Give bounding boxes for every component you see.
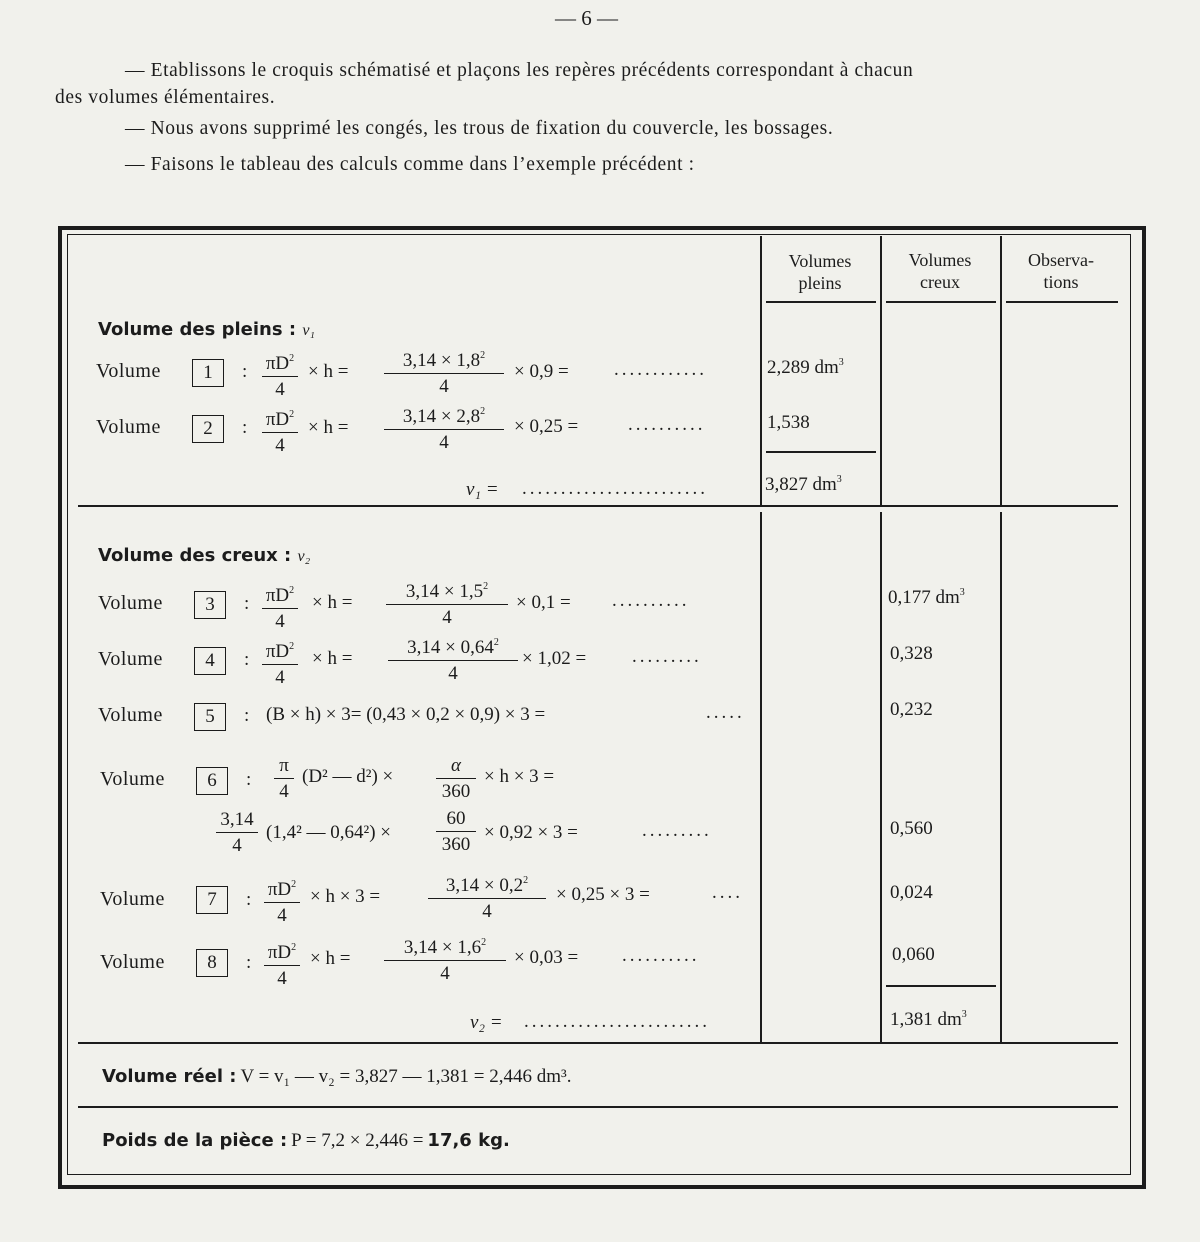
row-label-volume: Volume (96, 416, 161, 438)
fraction-num: 3,14 (216, 809, 258, 833)
colon: : (244, 649, 250, 670)
poids-expression: P = 7,2 × 2,446 = (291, 1130, 424, 1151)
unit-exponent: 3 (838, 357, 844, 368)
total-value-pleins (765, 474, 842, 496)
fraction-calc: $\frac{3,14 \times 1,8^2}{4}$ (384, 345, 504, 397)
header-pleins-line1: Volumes (788, 251, 852, 271)
row-label-volume: Volume (98, 648, 163, 670)
fraction-den: 4 (275, 611, 285, 632)
intro-paragraph-1-continued: des volumes élémentaires. (55, 87, 276, 108)
fraction-calc-num: 3,14 × 1,5 (405, 581, 484, 602)
fraction-calc-den: 4 (439, 376, 449, 397)
fraction-pi-four (274, 755, 294, 802)
header-observations (1002, 249, 1120, 293)
colon: : (246, 889, 252, 910)
header-observations-line1: Observa- (1028, 250, 1094, 270)
section-title-pleins-text: Volume des pleins : (98, 319, 297, 340)
header-creux-line2: creux (920, 272, 960, 292)
dot-leader: ......... (642, 820, 712, 841)
header-underline-observations (1006, 301, 1118, 303)
total-value-creux-text: 1,381 dm (890, 1009, 962, 1030)
colon: : (244, 593, 250, 614)
unit-exponent: 3 (836, 474, 842, 485)
value-creux: 0,024 (890, 882, 933, 903)
fraction-calc-num: 3,14 × 1,6 (403, 937, 482, 958)
colon: : (244, 705, 250, 726)
value-pleins-text: 2,289 dm (767, 357, 839, 378)
value-creux: 0,060 (892, 944, 935, 965)
volume-reel-row (102, 1066, 571, 1088)
row-label-volume: Volume (96, 360, 161, 382)
fraction-calc: $\frac{3,14 \times 2,8^2}{4}$ (384, 401, 504, 453)
value-creux: 0,328 (890, 643, 933, 664)
multiplier: × 0,25 = (514, 416, 579, 437)
fraction-alpha (436, 755, 476, 802)
fraction-calc-den: 4 (439, 432, 449, 453)
section-divider (78, 1042, 1118, 1044)
unit-exponent: 3 (961, 1009, 967, 1020)
multiplier: × 0,25 × 3 = (556, 884, 650, 905)
fraction-calc-num: 3,14 × 2,8 (402, 406, 481, 427)
row-label-volume: Volume (98, 704, 163, 726)
poids-result: 17,6 kg. (427, 1130, 510, 1151)
fraction-base: $\frac{\pi D^2}{4}$ (264, 937, 300, 989)
repere-box: 3 (194, 591, 226, 619)
fraction-base: $\frac{\pi D^2}{4}$ (262, 636, 298, 688)
fraction-den: 4 (232, 835, 242, 856)
multiplier: × 1,02 = (522, 648, 587, 669)
expression: × 0,92 × 3 = (484, 822, 578, 843)
header-volumes-pleins (762, 250, 878, 294)
header-observations-line2: tions (1043, 272, 1079, 292)
section-divider (78, 1106, 1118, 1108)
fraction-den: 4 (279, 781, 289, 802)
fraction-base: $\frac{\pi D^2}{4}$ (264, 874, 300, 926)
table-frame-inner (67, 234, 1131, 1175)
repere-box: 8 (196, 949, 228, 977)
total-label-creux: v₂ = (470, 1012, 503, 1033)
intro-paragraph-1: — Etablissons le croquis schématisé et plaçons les repères précédents correspondant à chacun (125, 60, 914, 81)
intro-paragraph-2: — Nous avons supprimé les congés, les trous de fixation du couvercle, les bossages. (125, 118, 834, 139)
expression: × h × 3 = (484, 766, 555, 787)
total-value-pleins-text: 3,827 dm (765, 474, 837, 495)
times-h: × h = (312, 648, 353, 669)
fraction-calc-den: 4 (448, 663, 458, 684)
fraction-calc-den: 4 (442, 607, 452, 628)
unit-exponent: 3 (959, 587, 965, 598)
dot-leader: ......... (632, 646, 702, 667)
expression: (B × h) × 3= (0,43 × 0,2 × 0,9) × 3 = (266, 704, 546, 725)
section-var-pleins: v₁ (302, 322, 315, 339)
times-h: × h = (308, 417, 349, 438)
value-creux (888, 587, 965, 609)
fraction-den: 4 (275, 435, 285, 456)
colon: : (242, 417, 248, 438)
repere-box: 6 (196, 767, 228, 795)
subtotal-rule-pleins (766, 451, 876, 453)
header-volumes-creux (882, 249, 998, 293)
repere-box: 2 (192, 415, 224, 443)
colon: : (242, 361, 248, 382)
fraction-calc-den: 4 (440, 963, 450, 984)
poids-label: Poids de la pièce : (102, 1130, 288, 1151)
dot-leader: ........................ (522, 478, 708, 499)
dot-leader: ............ (614, 359, 707, 380)
fraction-sixty (436, 808, 476, 855)
colon: : (246, 769, 252, 790)
dot-leader: ..... (706, 702, 745, 723)
multiplier: × 0,9 = (514, 361, 569, 382)
repere-box: 4 (194, 647, 226, 675)
row-label-volume: Volume (100, 768, 165, 790)
fraction-num: πD (267, 879, 292, 900)
section-title-pleins (98, 319, 315, 340)
row-label-volume: Volume (100, 951, 165, 973)
repere-box: 7 (196, 886, 228, 914)
fraction-calc: $\frac{3,14 \times 0,2^2}{4}$ (428, 870, 546, 922)
total-label-pleins: v₁ = (466, 479, 499, 500)
fraction-num: πD (267, 942, 292, 963)
fraction-calc-num: 3,14 × 0,64 (407, 637, 494, 658)
dot-leader: .... (712, 882, 743, 903)
fraction-calc-den: 4 (482, 901, 492, 922)
fraction-base: $\frac{\pi D^2}{4}$ (262, 348, 298, 400)
multiplier: × 0,1 = (516, 592, 571, 613)
header-underline-creux (886, 301, 996, 303)
column-rule-pleins-lower (760, 512, 762, 1042)
header-pleins-line2: pleins (798, 273, 842, 293)
times-h: × h = (308, 361, 349, 382)
column-rule-creux-lower (880, 512, 882, 1042)
volume-reel-expression: V = v₁ — v₂ = 3,827 — 1,381 = 2,446 dm³. (240, 1066, 572, 1087)
fraction-calc: $\frac{3,14 \times 1,6^2}{4}$ (384, 932, 506, 984)
value-creux: 0,560 (890, 818, 933, 839)
dot-leader: .......... (628, 414, 706, 435)
dot-leader: ........................ (524, 1011, 710, 1032)
expression: (1,4² — 0,64²) × (266, 822, 392, 843)
section-title-creux (98, 545, 310, 566)
row-label-volume: Volume (98, 592, 163, 614)
repere-box: 5 (194, 703, 226, 731)
fraction-calc: $\frac{3,14 \times 1,5^2}{4}$ (386, 576, 508, 628)
fraction-num: πD (265, 409, 290, 430)
value-creux: 0,232 (890, 699, 933, 720)
section-var-creux: v₂ (297, 548, 311, 565)
times-h: × h = (310, 948, 351, 969)
repere-box: 1 (192, 359, 224, 387)
value-creux-text: 0,177 dm (888, 587, 960, 608)
header-creux-line1: Volumes (908, 250, 972, 270)
page-number: — 6 — (555, 6, 618, 30)
fraction-num: α (436, 755, 476, 779)
times-h: × h × 3 = (310, 886, 381, 907)
value-pleins: 1,538 (767, 412, 810, 433)
fraction-base: $\frac{\pi D^2}{4}$ (262, 580, 298, 632)
volume-reel-label: Volume réel : (102, 1066, 237, 1087)
fraction-den: 360 (441, 834, 471, 855)
section-divider (78, 505, 1118, 507)
fraction-den: 4 (275, 379, 285, 400)
row-label-volume: Volume (100, 888, 165, 910)
fraction-den: 4 (275, 667, 285, 688)
fraction-num: 60 (436, 808, 476, 832)
times-h: × h = (312, 592, 353, 613)
total-value-creux (890, 1009, 967, 1031)
fraction-calc: $\frac{3,14 \times 0,64^2}{4}$ (388, 632, 518, 684)
fraction-den: 4 (277, 905, 287, 926)
fraction-den: 4 (277, 968, 287, 989)
poids-row (102, 1130, 510, 1152)
section-title-creux-text: Volume des creux : (98, 545, 292, 566)
intro-paragraph-3: — Faisons le tableau des calculs comme dans l’exemple précédent : (125, 154, 695, 175)
dot-leader: .......... (612, 590, 690, 611)
fraction-num: πD (265, 641, 290, 662)
value-pleins (767, 357, 844, 379)
header-underline-pleins (766, 301, 876, 303)
expression: (D² — d²) × (302, 766, 394, 787)
colon: : (246, 952, 252, 973)
subtotal-rule-creux (886, 985, 996, 987)
fraction-num: πD (265, 353, 290, 374)
fraction-coef (216, 809, 258, 856)
fraction-num: πD (265, 585, 290, 606)
dot-leader: .......... (622, 945, 700, 966)
fraction-calc-num: 3,14 × 0,2 (445, 875, 524, 896)
fraction-num: π (274, 755, 294, 779)
fraction-den: 360 (441, 781, 471, 802)
column-rule-observations-lower (1000, 512, 1002, 1042)
fraction-calc-num: 3,14 × 1,8 (402, 350, 481, 371)
multiplier: × 0,03 = (514, 947, 579, 968)
fraction-base: $\frac{\pi D^2}{4}$ (262, 404, 298, 456)
